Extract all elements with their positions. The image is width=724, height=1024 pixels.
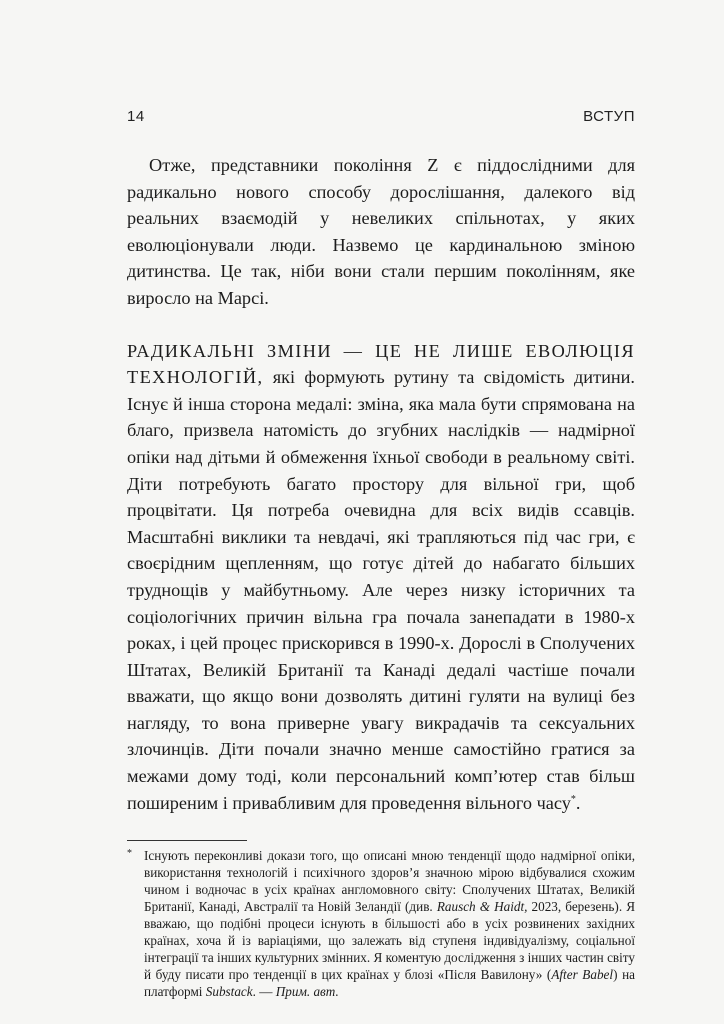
section-title: ВСТУП <box>583 108 635 125</box>
paragraph-2 <box>127 338 635 817</box>
footnote-author-note: Прим. авт. <box>275 984 339 1000</box>
footnote-reference[interactable]: * <box>570 793 576 805</box>
footnote-blog-name: After Babel <box>551 967 614 983</box>
main-text <box>127 152 635 1000</box>
footnote-platform: Substack <box>205 984 253 1000</box>
footnote-citation: Rausch & Haidt, <box>436 899 528 915</box>
paragraph-1: Отже, представники покоління Z є піддослідними для радикально нового способу дорослішання, далекого від реальних взаємодій у невеликих спільнотах, у яких еволюціонували люди. Назвемо це кардинальною зміною дитинства. Це так, ніби вони стали першим поколінням, яке виросло на Марсі. <box>127 155 635 308</box>
footnote <box>127 847 635 1000</box>
page-number: 14 <box>127 108 145 125</box>
footnote-text-3: ) на платформі <box>144 967 635 1000</box>
footnote-text-4: . — <box>252 984 276 1000</box>
paragraph-lead-caps: РАДИКАЛЬНІ ЗМІНИ — ЦЕ НЕ ЛИШЕ ЕВОЛЮЦІЯ ТЕХНОЛОГІЙ, <box>127 340 635 388</box>
footnote-mark: * <box>127 848 132 860</box>
footnote-text-1: Існують переконливі докази того, що описані мною тенденції щодо надмірної опіки, використання технологій і психічного здоров’я значною мірою відбувалися схожим чином і водночас в усіх країнах англомовного світу: Сполучених Штатах, Великій Британії, Канаді, Австралії та Новій Зеландії (див. <box>144 848 635 915</box>
paragraph-2-end: . <box>575 792 581 813</box>
running-header <box>127 108 635 125</box>
paragraph-2-text: які формують рутину та свідомість дитини. Існує й інша сторона медалі: зміна, яка мала бути спрямована на благо, призвела натомість до згубних наслідків — надмірної опіки над дітьми й обмеження їхньої свободи в реальному світі. Діти потребують багато простору для вільної гри, щоб процвітати. Ця потреба очевидна для всіх видів ссавців. Масштабні виклики та невдачі, які трапляються під час гри, є своєрідним щепленням, що готує дітей до набагато більших труднощів у майбутньому. Але через низку історичних та соціологічних причин вільна гра почала занепадати в 1980-х роках, і цей процес прискорився в 1990-х. Дорослі в Сполучених Штатах, Великій Британії та Канаді дедалі частіше почали вважати, що якщо вони дозволять дитині гуляти на вулиці без нагляду, то вона приверне увагу викрадачів та сексуальних злочинців. Діти почали значно менше самостійно гратися за межами дому тоді, коли персональний комп’ютер став більш поширеним і привабливим для проведення вільного часу <box>127 367 635 813</box>
footnote-divider <box>127 840 247 841</box>
footnote-text-2: 2023, березень). Я вважаю, що подібні процеси існують в більшості або в усіх розвинених західних країнах, хоча й із варіаціями, що залежать від ступеня індивідуалізму, соціальної інтеграції та інших культурних змінних. Я коментую дослідження з інших частин світу й буду писати про тенденції в цих країнах у блозі «Після Вавилону» ( <box>144 899 635 983</box>
